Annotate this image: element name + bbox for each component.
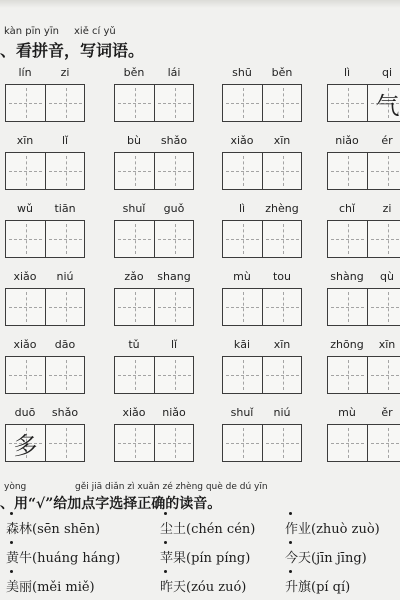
writing-cell[interactable] <box>368 221 400 257</box>
written-character: 多 <box>13 431 38 460</box>
writing-cell[interactable] <box>46 221 85 257</box>
pronunciation-choice-item[interactable] <box>285 576 350 595</box>
syllable-pinyin: xīn <box>378 338 396 351</box>
writing-cell[interactable] <box>115 153 154 189</box>
word-pinyin <box>327 270 400 284</box>
syllable-pinyin: zhèng <box>265 202 299 215</box>
writing-cell[interactable] <box>6 153 45 189</box>
word-block <box>327 406 400 466</box>
word-pinyin <box>327 134 400 148</box>
tianzige-box-pair <box>114 220 194 258</box>
syllable-pinyin: xiǎo <box>13 270 37 283</box>
syllable-pinyin: ěr <box>381 406 393 419</box>
word-block <box>114 270 196 330</box>
word-pinyin <box>222 338 302 352</box>
syllable-pinyin: niǎo <box>162 406 186 419</box>
writing-cell[interactable] <box>155 289 194 325</box>
syllable-pinyin: lái <box>167 66 181 79</box>
emphasis-dot <box>164 512 167 515</box>
word-pinyin <box>5 134 85 148</box>
writing-cell[interactable] <box>115 425 154 461</box>
tianzige-box-pair <box>114 356 194 394</box>
word-pinyin <box>5 202 85 216</box>
syllable-pinyin: shū <box>232 66 252 79</box>
word-pinyin <box>114 134 194 148</box>
syllable-pinyin: wǔ <box>17 202 33 215</box>
syllable-pinyin: běn <box>271 66 293 79</box>
word-pinyin <box>114 202 194 216</box>
writing-cell[interactable] <box>46 425 85 461</box>
word-block <box>114 134 196 194</box>
pronunciation-choice-item[interactable] <box>160 518 255 537</box>
syllable-pinyin: lì <box>238 202 246 215</box>
syllable-pinyin: shǎo <box>51 406 79 419</box>
syllable-pinyin: mù <box>338 406 356 419</box>
syllable-pinyin: kāi <box>233 338 251 351</box>
writing-cell[interactable] <box>263 85 302 121</box>
writing-cell[interactable] <box>328 425 367 461</box>
writing-cell[interactable] <box>46 357 85 393</box>
word-block <box>114 66 196 126</box>
syllable-pinyin: dāo <box>54 338 76 351</box>
syllable-pinyin: mù <box>233 270 251 283</box>
syllable-pinyin: zi <box>60 66 70 79</box>
writing-cell[interactable] <box>328 221 367 257</box>
word-block <box>5 338 87 398</box>
writing-cell[interactable] <box>223 85 262 121</box>
word-block <box>222 202 304 262</box>
tianzige-box-pair <box>327 84 400 122</box>
writing-cell[interactable] <box>368 357 400 393</box>
word-pinyin <box>327 66 400 80</box>
writing-cell[interactable] <box>223 221 262 257</box>
word-block <box>222 134 304 194</box>
word-pinyin <box>5 338 85 352</box>
syllable-pinyin: shuǐ <box>122 202 146 215</box>
tianzige-box-pair <box>5 84 85 122</box>
word-block <box>327 202 400 262</box>
tianzige-box-pair <box>5 356 85 394</box>
syllable-pinyin: zǎo <box>124 270 144 283</box>
syllable-pinyin: lǐ <box>61 134 69 147</box>
word-pinyin <box>222 406 302 420</box>
word-block <box>5 202 87 262</box>
exercise-row <box>0 547 400 571</box>
word-block <box>5 66 87 126</box>
word-block <box>114 338 196 398</box>
syllable-pinyin: xiǎo <box>230 134 254 147</box>
syllable-pinyin: bù <box>127 134 141 147</box>
writing-cell[interactable] <box>223 357 262 393</box>
writing-cell[interactable] <box>263 153 302 189</box>
emphasis-dot <box>289 570 292 573</box>
pronunciation-choice-item[interactable] <box>6 547 120 566</box>
tianzige-box-pair <box>327 424 400 462</box>
title-pinyin-part: kàn pīn yīn <box>4 26 59 37</box>
syllable-pinyin: duō <box>14 406 36 419</box>
written-character: 气 <box>375 91 400 120</box>
writing-cell[interactable] <box>155 425 194 461</box>
word-pinyin <box>114 66 194 80</box>
word-pinyin <box>327 406 400 420</box>
syllable-pinyin: lǐ <box>170 338 178 351</box>
syllable-pinyin: ér <box>381 134 393 147</box>
writing-cell[interactable] <box>263 357 302 393</box>
tianzige-box-pair <box>327 152 400 190</box>
tianzige-box-pair <box>114 424 194 462</box>
tianzige-box-pair <box>5 288 85 326</box>
pronunciation-choice-item[interactable] <box>160 576 246 595</box>
syllable-pinyin: tǔ <box>128 338 140 351</box>
word-pinyin <box>327 202 400 216</box>
word-block <box>5 406 87 466</box>
tianzige-box-pair <box>5 424 85 462</box>
choice-text: 苹果(pín píng) <box>160 551 251 566</box>
word-pinyin <box>5 406 85 420</box>
writing-cell[interactable] <box>223 289 262 325</box>
syllable-pinyin: niú <box>273 406 291 419</box>
writing-cell[interactable] <box>115 85 154 121</box>
word-block <box>114 202 196 262</box>
choice-text: 作业(zhuò zuò) <box>285 522 380 537</box>
pronunciation-choice-item[interactable] <box>6 576 95 595</box>
emphasis-dot <box>10 512 13 515</box>
syllable-pinyin: běn <box>123 66 145 79</box>
tianzige-box-pair <box>114 288 194 326</box>
writing-cell[interactable] <box>223 153 262 189</box>
word-block <box>5 270 87 330</box>
syllable-pinyin: tou <box>272 270 291 283</box>
tianzige-box-pair <box>222 152 302 190</box>
writing-cell[interactable] <box>328 153 367 189</box>
pronunciation-choice-item[interactable] <box>6 518 100 537</box>
word-writing-grid <box>0 66 400 476</box>
choice-text: 今天(jīn jīng) <box>285 551 367 566</box>
syllable-pinyin: xīn <box>16 134 34 147</box>
emphasis-dot <box>164 570 167 573</box>
writing-cell[interactable] <box>6 85 45 121</box>
syllable-pinyin: lì <box>343 66 351 79</box>
tianzige-box-pair <box>222 356 302 394</box>
exercise-row <box>0 518 400 542</box>
pronunciation-choice-item[interactable] <box>160 547 250 566</box>
writing-cell[interactable] <box>6 357 45 393</box>
tianzige-box-pair <box>5 220 85 258</box>
syllable-pinyin: shuǐ <box>230 406 254 419</box>
writing-cell[interactable] <box>115 289 154 325</box>
section-heading-choose-pronunciation: 、用“√”给加点字选择正确的读音。 <box>0 496 222 512</box>
word-block <box>5 134 87 194</box>
writing-cell[interactable] <box>6 425 45 461</box>
emphasis-dot <box>164 541 167 544</box>
word-pinyin <box>222 134 302 148</box>
syllable-pinyin: qù <box>380 270 394 283</box>
word-pinyin <box>114 270 194 284</box>
word-block <box>327 338 400 398</box>
tianzige-box-pair <box>327 356 400 394</box>
syllable-pinyin: qi <box>381 66 393 79</box>
writing-cell[interactable] <box>6 289 45 325</box>
word-pinyin <box>114 338 194 352</box>
syllable-pinyin: zi <box>382 202 392 215</box>
word-pinyin <box>222 202 302 216</box>
writing-cell[interactable] <box>155 357 194 393</box>
word-pinyin <box>222 270 302 284</box>
word-pinyin <box>5 66 85 80</box>
writing-cell[interactable] <box>328 85 367 121</box>
choice-text: 美丽(měi miě) <box>6 580 95 595</box>
syllable-pinyin: xiǎo <box>13 338 37 351</box>
choice-text: 升旗(pí qí) <box>285 580 351 595</box>
tianzige-box-pair <box>222 288 302 326</box>
writing-cell[interactable] <box>263 221 302 257</box>
writing-cell[interactable] <box>368 289 400 325</box>
word-block <box>222 66 304 126</box>
pronunciation-choice-item[interactable] <box>285 518 380 537</box>
writing-cell[interactable] <box>263 289 302 325</box>
emphasis-dot <box>289 541 292 544</box>
exercise-row <box>0 576 400 600</box>
syllable-pinyin: shàng <box>330 270 364 283</box>
writing-cell[interactable] <box>155 153 194 189</box>
writing-cell[interactable] <box>155 85 194 121</box>
tianzige-box-pair <box>5 152 85 190</box>
tianzige-box-pair <box>327 220 400 258</box>
syllable-pinyin: lín <box>18 66 32 79</box>
section2-pinyin-part: gěi jiā diǎn zì xuǎn zé zhèng què de dú yīn <box>75 482 268 492</box>
page-top-edge <box>0 0 400 8</box>
writing-cell[interactable] <box>6 221 45 257</box>
word-pinyin <box>222 66 302 80</box>
writing-cell[interactable] <box>368 85 400 121</box>
writing-cell[interactable] <box>223 425 262 461</box>
syllable-pinyin: zhōng <box>330 338 364 351</box>
word-block <box>327 66 400 126</box>
word-pinyin <box>5 270 85 284</box>
word-pinyin <box>114 406 194 420</box>
tianzige-box-pair <box>327 288 400 326</box>
syllable-pinyin: chǐ <box>338 202 356 215</box>
syllable-pinyin: shang <box>157 270 191 283</box>
writing-cell[interactable] <box>46 289 85 325</box>
section2-pinyin-part: yòng <box>4 482 27 492</box>
word-block <box>114 406 196 466</box>
writing-cell[interactable] <box>328 357 367 393</box>
writing-cell[interactable] <box>368 425 400 461</box>
writing-cell[interactable] <box>115 221 154 257</box>
title-pinyin-part: xiě cí yǔ <box>74 26 116 37</box>
writing-cell[interactable] <box>46 85 85 121</box>
word-block <box>327 134 400 194</box>
section-heading-look-pinyin: 、看拼音，写词语。 <box>0 41 145 60</box>
choice-text: 尘土(chén cén) <box>160 522 256 537</box>
choice-text: 森林(sēn shēn) <box>6 522 101 537</box>
syllable-pinyin: niǎo <box>335 134 359 147</box>
choice-text: 昨天(zóu zuó) <box>160 580 247 595</box>
word-pinyin <box>327 338 400 352</box>
word-block <box>222 406 304 466</box>
syllable-pinyin: tiān <box>54 202 76 215</box>
tianzige-box-pair <box>222 220 302 258</box>
syllable-pinyin: guǒ <box>163 202 185 215</box>
tianzige-box-pair <box>114 84 194 122</box>
emphasis-dot <box>289 512 292 515</box>
writing-cell[interactable] <box>328 289 367 325</box>
tianzige-box-pair <box>222 424 302 462</box>
writing-cell[interactable] <box>155 221 194 257</box>
syllable-pinyin: xīn <box>273 338 291 351</box>
syllable-pinyin: niú <box>56 270 74 283</box>
writing-cell[interactable] <box>115 357 154 393</box>
word-block <box>327 270 400 330</box>
writing-cell[interactable] <box>46 153 85 189</box>
word-block <box>222 270 304 330</box>
syllable-pinyin: xīn <box>273 134 291 147</box>
choice-text: 黄牛(huáng háng) <box>6 551 121 566</box>
tianzige-box-pair <box>222 84 302 122</box>
emphasis-dot <box>10 570 13 573</box>
writing-cell[interactable] <box>263 425 302 461</box>
word-block <box>222 338 304 398</box>
pronunciation-choice-item[interactable] <box>285 547 367 566</box>
syllable-pinyin: xiǎo <box>122 406 146 419</box>
emphasis-dot <box>10 541 13 544</box>
tianzige-box-pair <box>114 152 194 190</box>
writing-cell[interactable] <box>368 153 400 189</box>
syllable-pinyin: shǎo <box>160 134 188 147</box>
